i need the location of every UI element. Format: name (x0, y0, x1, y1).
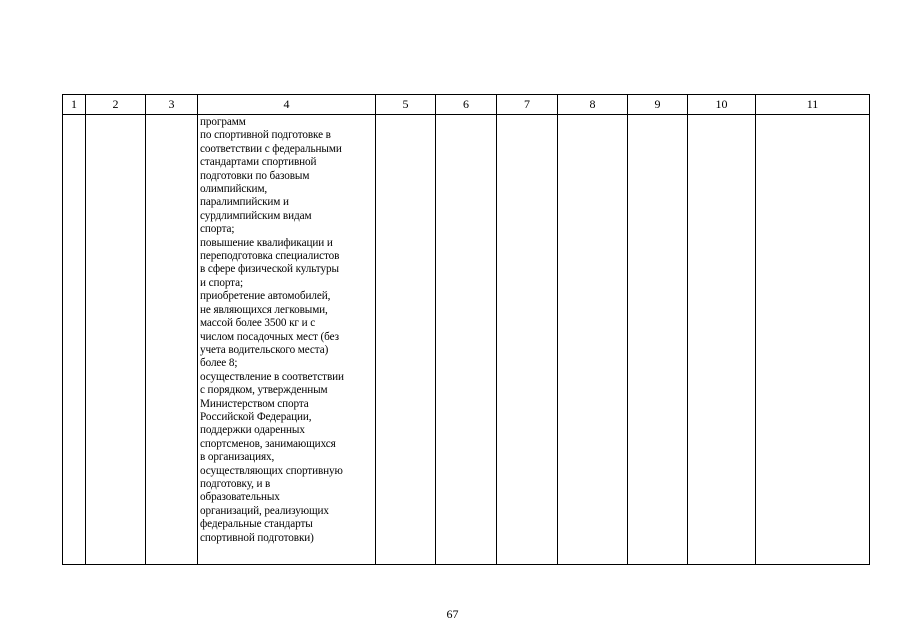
header-col-7: 7 (497, 95, 558, 115)
cell-col-6 (436, 115, 497, 565)
cell-col-7 (497, 115, 558, 565)
cell-col-2 (86, 115, 146, 565)
cell-col-10 (688, 115, 756, 565)
cell-col-11 (756, 115, 870, 565)
document-table (62, 94, 870, 565)
cell-col-4-text: программ по спортивной подготовке в соответствии с федеральными стандартами спортивной подготовки по базовым олимпийским, паралимпийским и сурдлимпийским видам спорта; повышение квалификации и переподготовка специалистов в сфере физической культуры и спорта; приобретение автомобилей, не являющихся легковыми, массой более 3500 кг и с числом посадочных мест (без учета водительского места) более 8; осуществление в соответствии с порядком, утвержденным Министерством спорта Российской Федерации, поддержки одаренных спортсменов, занимающихся в организациях, осуществляющих спортивную подготовку, и в образовательных организаций, реализующих федеральные стандарты спортивной подготовки) (200, 116, 344, 544)
cell-col-8 (558, 115, 628, 565)
header-col-10: 10 (688, 95, 756, 115)
header-col-4: 4 (198, 95, 376, 115)
header-row (63, 95, 870, 115)
cell-col-9 (628, 115, 688, 565)
header-col-11: 11 (756, 95, 870, 115)
header-col-3: 3 (146, 95, 198, 115)
cell-col-3 (146, 115, 198, 565)
cell-col-5 (376, 115, 436, 565)
table-row (63, 115, 870, 565)
header-col-1: 1 (63, 95, 86, 115)
header-col-5: 5 (376, 95, 436, 115)
header-col-8: 8 (558, 95, 628, 115)
page-number: 67 (446, 607, 459, 621)
header-col-9: 9 (628, 95, 688, 115)
header-col-6: 6 (436, 95, 497, 115)
cell-col-4 (198, 115, 376, 565)
header-col-2: 2 (86, 95, 146, 115)
cell-col-1 (63, 115, 86, 565)
